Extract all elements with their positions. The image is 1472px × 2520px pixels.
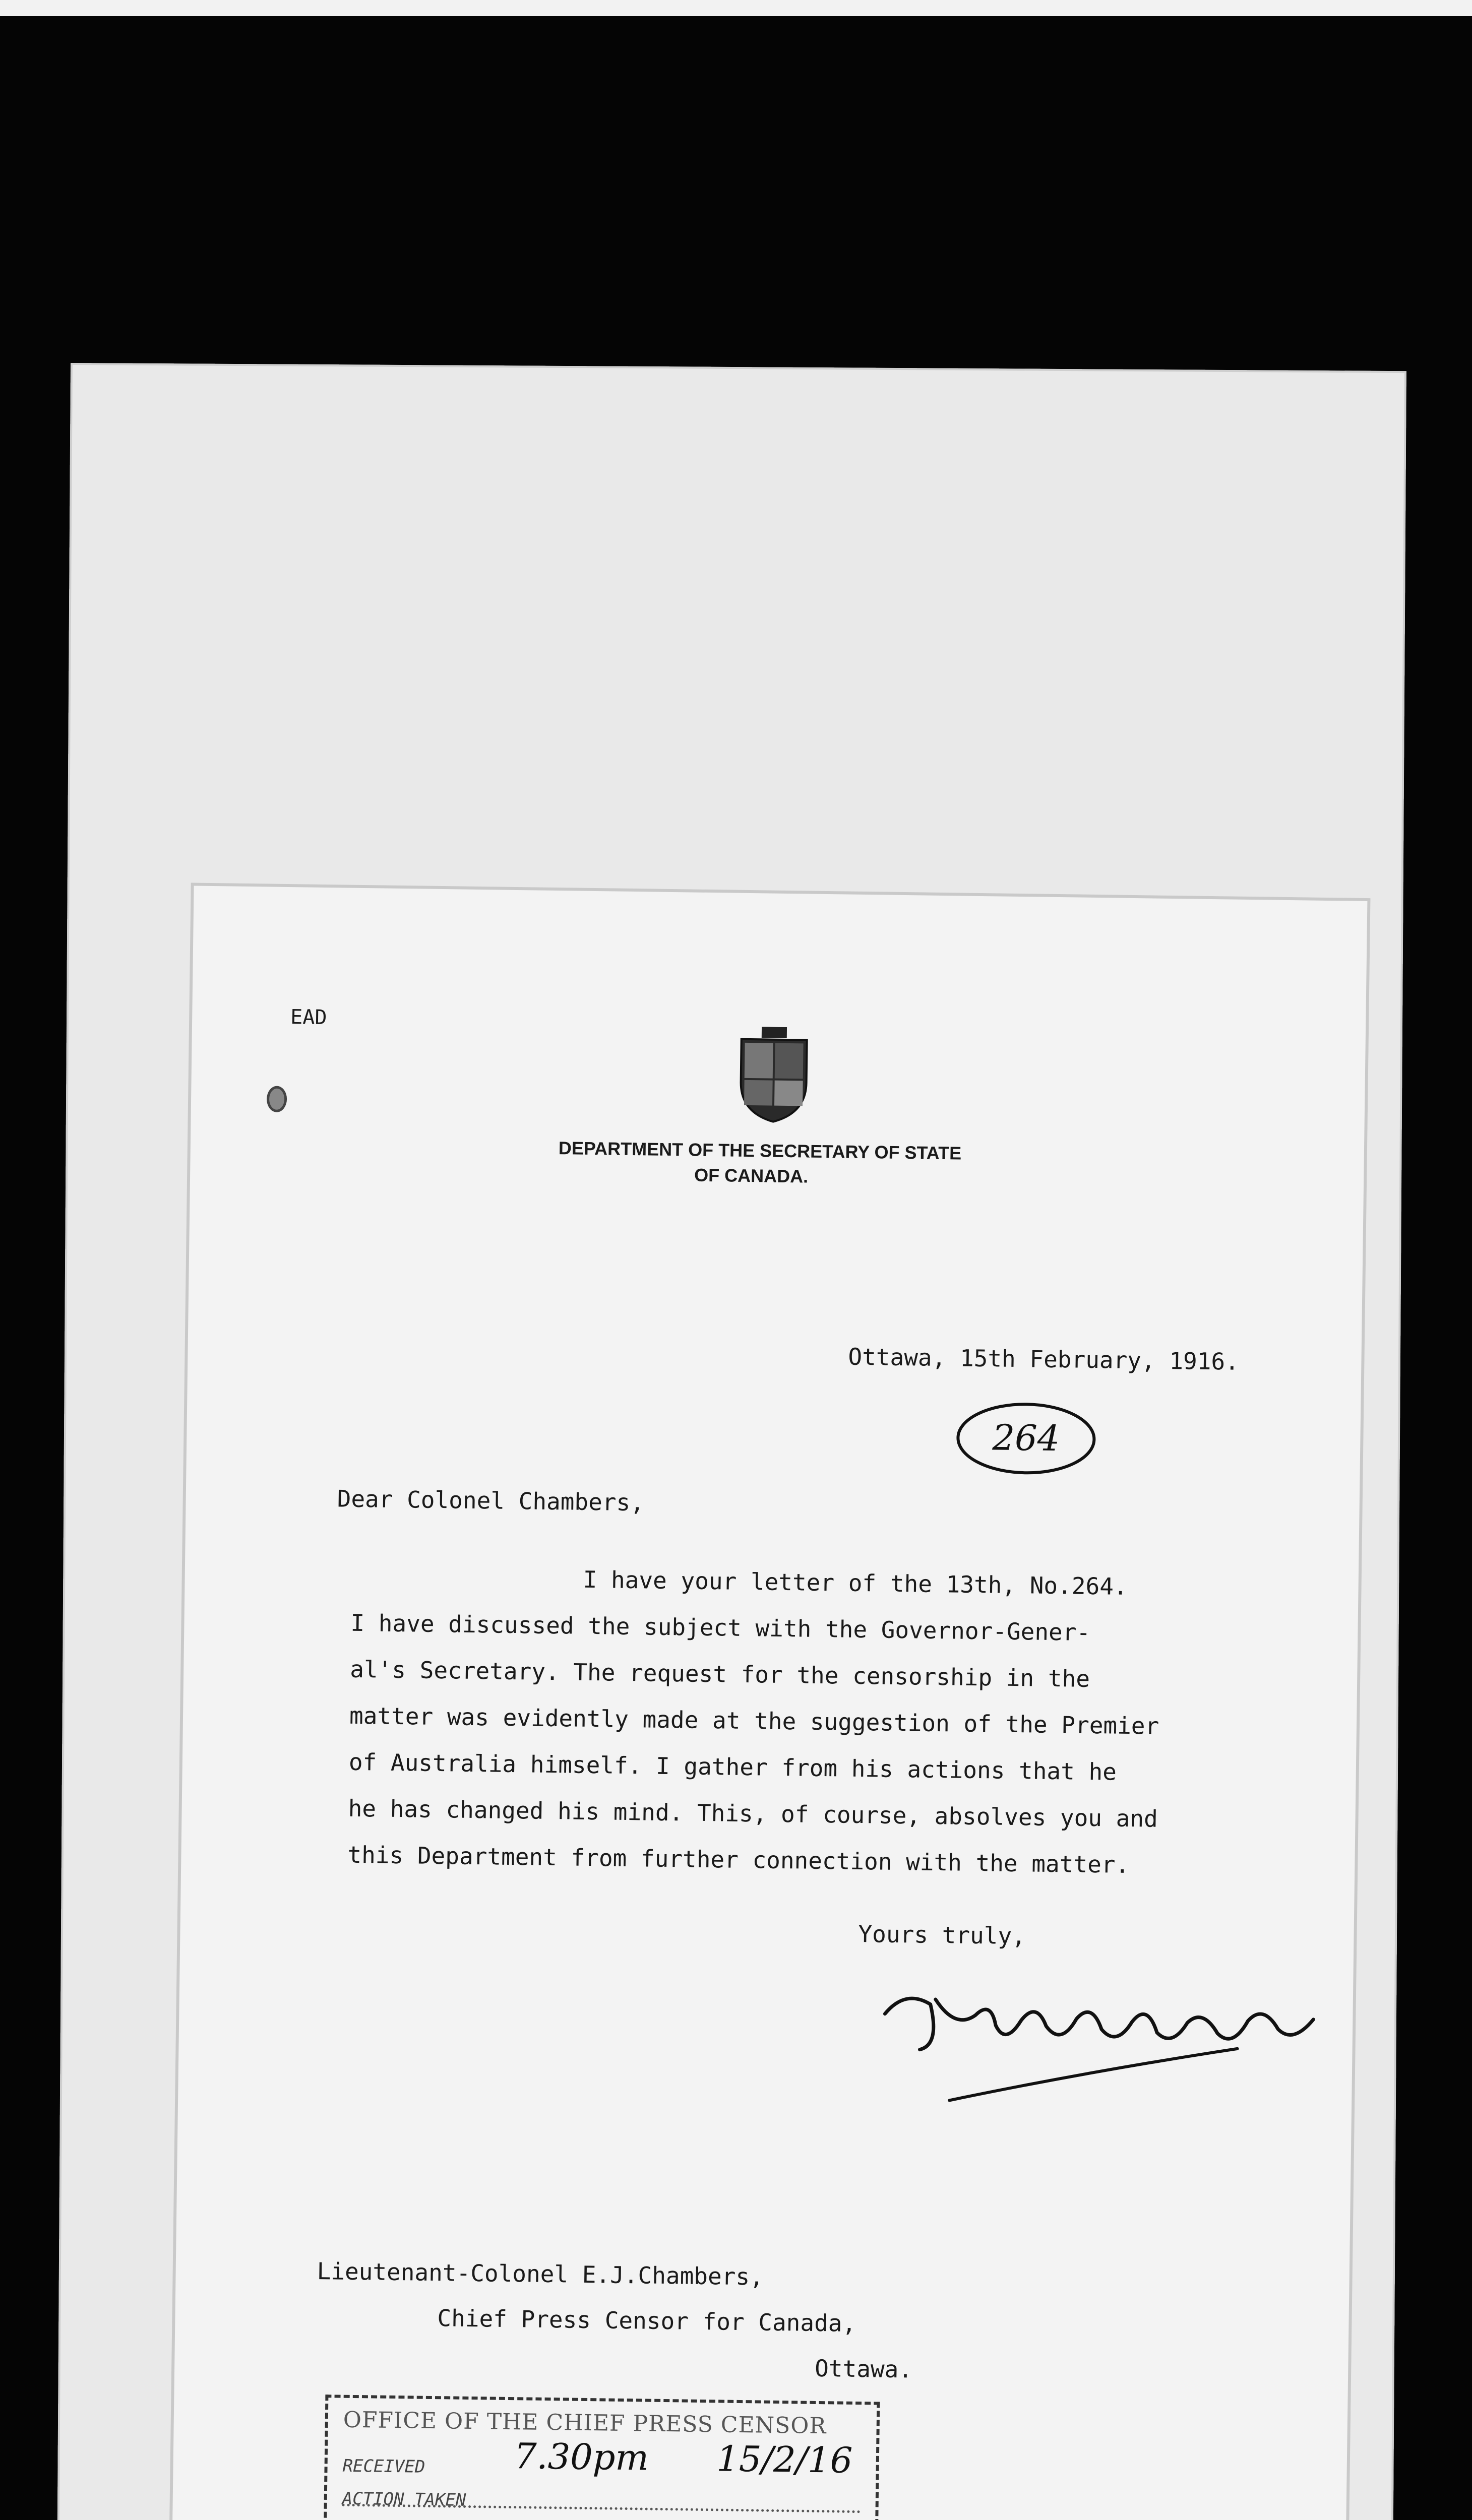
censor-stamp-header: OFFICE OF THE CHIEF PRESS CENSOR [343,2407,827,2439]
closing: Yours truly, [858,1920,1026,1950]
file-number-text: 264 [992,1417,1060,1460]
letter-body [347,1553,1161,1888]
department-heading-line2: OF CANADA. [694,1164,809,1187]
letter-page [166,883,1370,2520]
letter-date: Ottawa, 15th February, 1916. [848,1343,1240,1375]
handwritten-signature [874,1968,1339,2115]
punch-hole [267,1086,287,1112]
body-line: al's Secretary. The request for the censorship in the [349,1655,1090,1692]
typist-initials: EAD [290,1005,327,1030]
salutation: Dear Colonel Chambers, [337,1485,645,1517]
backing-sheet [57,363,1406,2520]
body-line: I have discussed the subject with the Governor-Gener- [350,1609,1091,1646]
recipient-address [316,2248,914,2392]
body-line: of Australia himself. I gather from his actions that he [348,1748,1117,1786]
received-handwritten-entry [514,2435,852,2481]
coat-of-arms-icon [733,1027,815,1123]
file-number-stamp [955,1400,1097,1477]
department-heading-line1: DEPARTMENT OF THE SECRETARY OF STATE [558,1138,962,1164]
address-line: Lieutenant-Colonel E.J.Chambers, [317,2257,764,2291]
film-top-strip [0,0,1472,16]
address-line: Chief Press Censor for Canada, [437,2304,856,2337]
body-line: this Department from further connection with the matter. [347,1841,1130,1879]
body-line: I have your letter of the 13th, No.264. [583,1565,1128,1600]
body-line: matter was evidently made at the suggestion of the Premier [349,1702,1159,1740]
address-line: Ottawa. [814,2354,913,2383]
body-line: he has changed his mind. This, of course, absolves you and [348,1794,1158,1833]
censor-received-stamp [321,2395,880,2520]
received-time: 7.30pm [514,2435,649,2479]
received-label: RECEIVED [342,2455,425,2477]
received-date: 15/2/16 [716,2438,853,2481]
action-taken-label: ACTION TAKEN [342,2488,466,2510]
